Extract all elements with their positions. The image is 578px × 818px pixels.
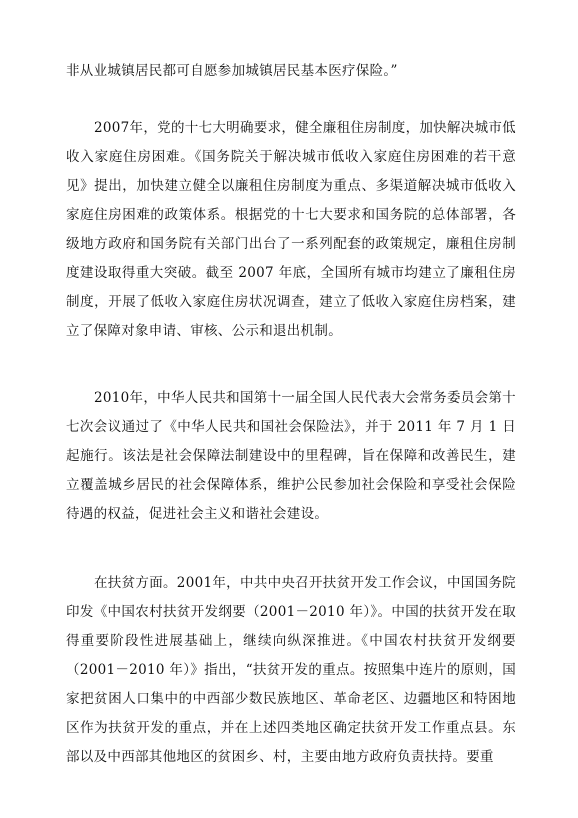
paragraph-continuation: 非从业城镇居民都可自愿参加城镇居民基本医疗保险。”: [66, 63, 398, 79]
paragraph-poverty-alleviation: 在扶贫方面。2001年，中共中央召开扶贫开发工作会议，中国国务院印发《中国农村扶贫开发纲要（2001－2010 年）》。中国的扶贫开发在取得重要阶段性进展基础上，继续向纵深推进。《中国农村扶贫开发纲要（2001－2010 年）》指出，“扶贫开发的重点。按照集中连片的原则，国家把贫困人口集中的中西部少数民族地区、革命老区、边疆地区和特困地区作为扶贫开发的重点，并在上述四类地区确定扶贫开发工作重点县。东部以及中西部其他地区的贫困乡、村，主要由地方政府负责扶持。要重: [66, 575, 516, 765]
paragraph-housing-2007: 2007年，党的十七大明确要求，健全廉租住房制度，加快解决城市低收入家庭住房困难。《国务院关于解决城市低收入家庭住房困难的若干意见》提出，加快建立健全以廉租住房制度为重点、多渠道解决城市低收入家庭住房困难的政策体系。根据党的十七大要求和国务院的总体部署，各级地方政府和国务院有关部门出台了一系列配套的政策规定，廉租住房制度建设取得重大突破。截至 2007 年底，全国所有城市均建立了廉租住房制度，开展了低收入家庭住房状况调查，建立了低收入家庭住房档案，建立了保障对象申请、审核、公示和退出机制。: [66, 120, 516, 339]
paragraph-social-insurance-law-2010: 2010年，中华人民共和国第十一届全国人民代表大会常务委员会第十七次会议通过了《中华人民共和国社会保险法》，并于 2011 年 7 月 1 日起施行。该法是社会保障法制建设中的里程碑，旨在保障和改善民生，建立覆盖城乡居民的社会保障体系，维护公民参加社会保险和享受社会保险待遇的权益，促进社会主义和谐社会建设。: [66, 390, 516, 522]
